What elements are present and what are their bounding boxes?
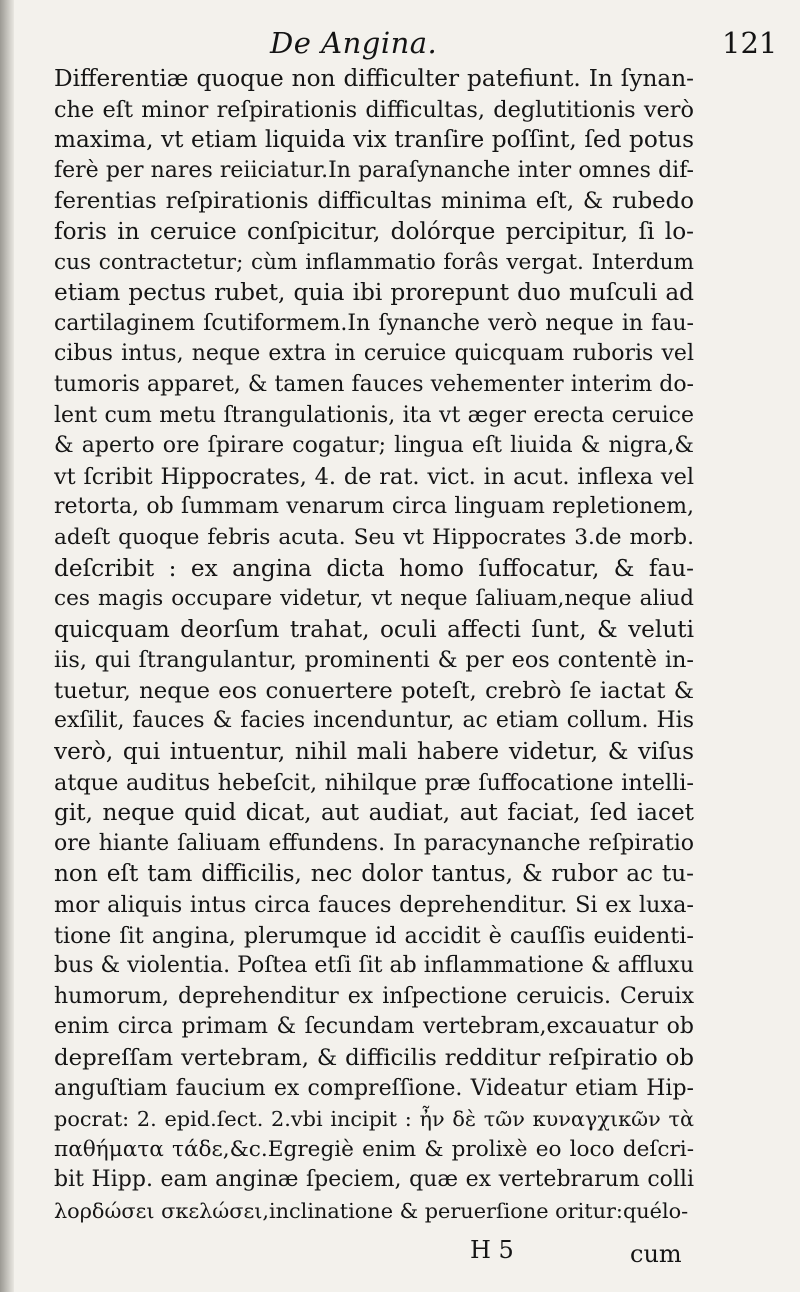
text-line: retorta, ob ſummam venarum circa linguam repletionem, [54, 494, 694, 520]
running-title: De Angina. [270, 26, 438, 60]
text-line: vt ſcribit Hippocrates, 4. de rat. vict. in acut. inflexa vel [54, 463, 694, 490]
signature-mark: H 5 [470, 1236, 514, 1264]
text-line: ferentias reſpirationis difficultas minima eſt, & rubedo [54, 188, 694, 215]
text-line: ore hiante ſaliuam effundens. In paracynanche reſpiratio [54, 830, 694, 856]
page-header [0, 20, 800, 62]
text-line: tuetur, neque eos conuertere poteſt, crebrò ſe iactat & [54, 677, 694, 704]
text-line: tumoris apparet, & tamen fauces vehementer interim do- [54, 371, 694, 397]
page-gutter-shadow [0, 0, 14, 1292]
text-line: anguſtiam faucium ex compreſſione. Videatur etiam Hip- [54, 1075, 694, 1101]
text-line: humorum, deprehenditur ex inſpectione ceruicis. Ceruix [54, 983, 694, 1009]
text-line: che eſt minor reſpirationis difficultas, deglutitionis verò [54, 96, 694, 123]
text-line: ferè per nares reiiciatur.In paraſynanche inter omnes dif- [54, 157, 694, 183]
text-line: foris in ceruice conſpicitur, dolórque percipitur, ſi lo- [54, 217, 694, 245]
catchword: cum [630, 1240, 682, 1268]
text-line: Differentiæ quoque non difficulter patefiunt. In ſynan- [54, 65, 694, 92]
text-line: adeſt quoque febris acuta. Seu vt Hippocrates 3.de morb. [54, 524, 694, 550]
text-line: atque auditus hebeſcit, nihilque præ ſuffocatione intelli- [54, 769, 694, 796]
text-line: iis, qui ſtrangulantur, prominenti & per eos contentè in- [54, 647, 694, 674]
text-line: git, neque quid dicat, aut audiat, aut faciat, ſed iacet [54, 799, 694, 827]
text-line: λορδώσει σκελώσει,inclinatione & peruerſione oritur:quélo- [54, 1198, 689, 1223]
text-line: exſilit, fauces & facies incenduntur, ac etiam collum. His [54, 708, 694, 734]
text-line: cartilaginem ſcutiformem.In ſynanche verò neque in fau- [54, 310, 694, 336]
text-line: bus & violentia. Poſtea etſi ſit ab inflammatione & affluxu [54, 953, 694, 979]
text-line: tione ſit angina, plerumque id accidit è cauſſis euidenti- [54, 922, 694, 949]
text-line: non eſt tam difficilis, nec dolor tantus, & rubor ac tu- [54, 860, 694, 888]
text-line: bit Hipp. eam anginæ ſpeciem, quæ ex vertebrarum colli [54, 1167, 694, 1193]
text-line: etiam pectus rubet, quia ibi prorepunt duo muſculi ad [54, 279, 694, 307]
page-number: 121 [722, 26, 778, 60]
text-line: verò, qui intuentur, nihil mali habere videtur, & viſus [54, 738, 694, 766]
text-line: & aperto ore ſpirare cogatur; lingua eſt liuida & nigra,& [54, 433, 694, 459]
body-text [54, 64, 694, 1227]
text-line: quicquam deorſum trahat, oculi affecti ſunt, & veluti [54, 615, 694, 643]
text-line: lent cum metu ſtrangulationis, ita vt æger erecta ceruice [54, 402, 694, 428]
text-line: ces magis occupare videtur, vt neque ſaliuam,neque aliud [54, 586, 694, 612]
text-line: παθήματα τάδε,&c.Egregiè enim & prolixè eo loco deſcri- [54, 1136, 694, 1162]
page-footer [0, 1234, 800, 1274]
text-line: cus contractetur; cùm inflammatio forâs vergat. Interdum [54, 249, 694, 275]
text-line: maxima, vt etiam liquida vix tranſire poſſint, ſed potus [54, 126, 694, 154]
text-line: deſcribit : ex angina dicta homo ſuffocatur, & fau- [54, 554, 694, 582]
text-line: mor aliquis intus circa fauces deprehenditur. Si ex luxa- [54, 892, 694, 919]
text-line: enim circa primam & ſecundam vertebram,excauatur ob [54, 1014, 694, 1040]
text-line: depreſſam vertebram, & difficilis redditur reſpiratio ob [54, 1045, 694, 1071]
text-line: pocrat: 2. epid.ſect. 2.vbi incipit : ἦν δὲ τῶν κυναγχικῶν τὰ [54, 1107, 694, 1132]
text-line: cibus intus, neque extra in ceruice quicquam ruboris vel [54, 341, 694, 367]
